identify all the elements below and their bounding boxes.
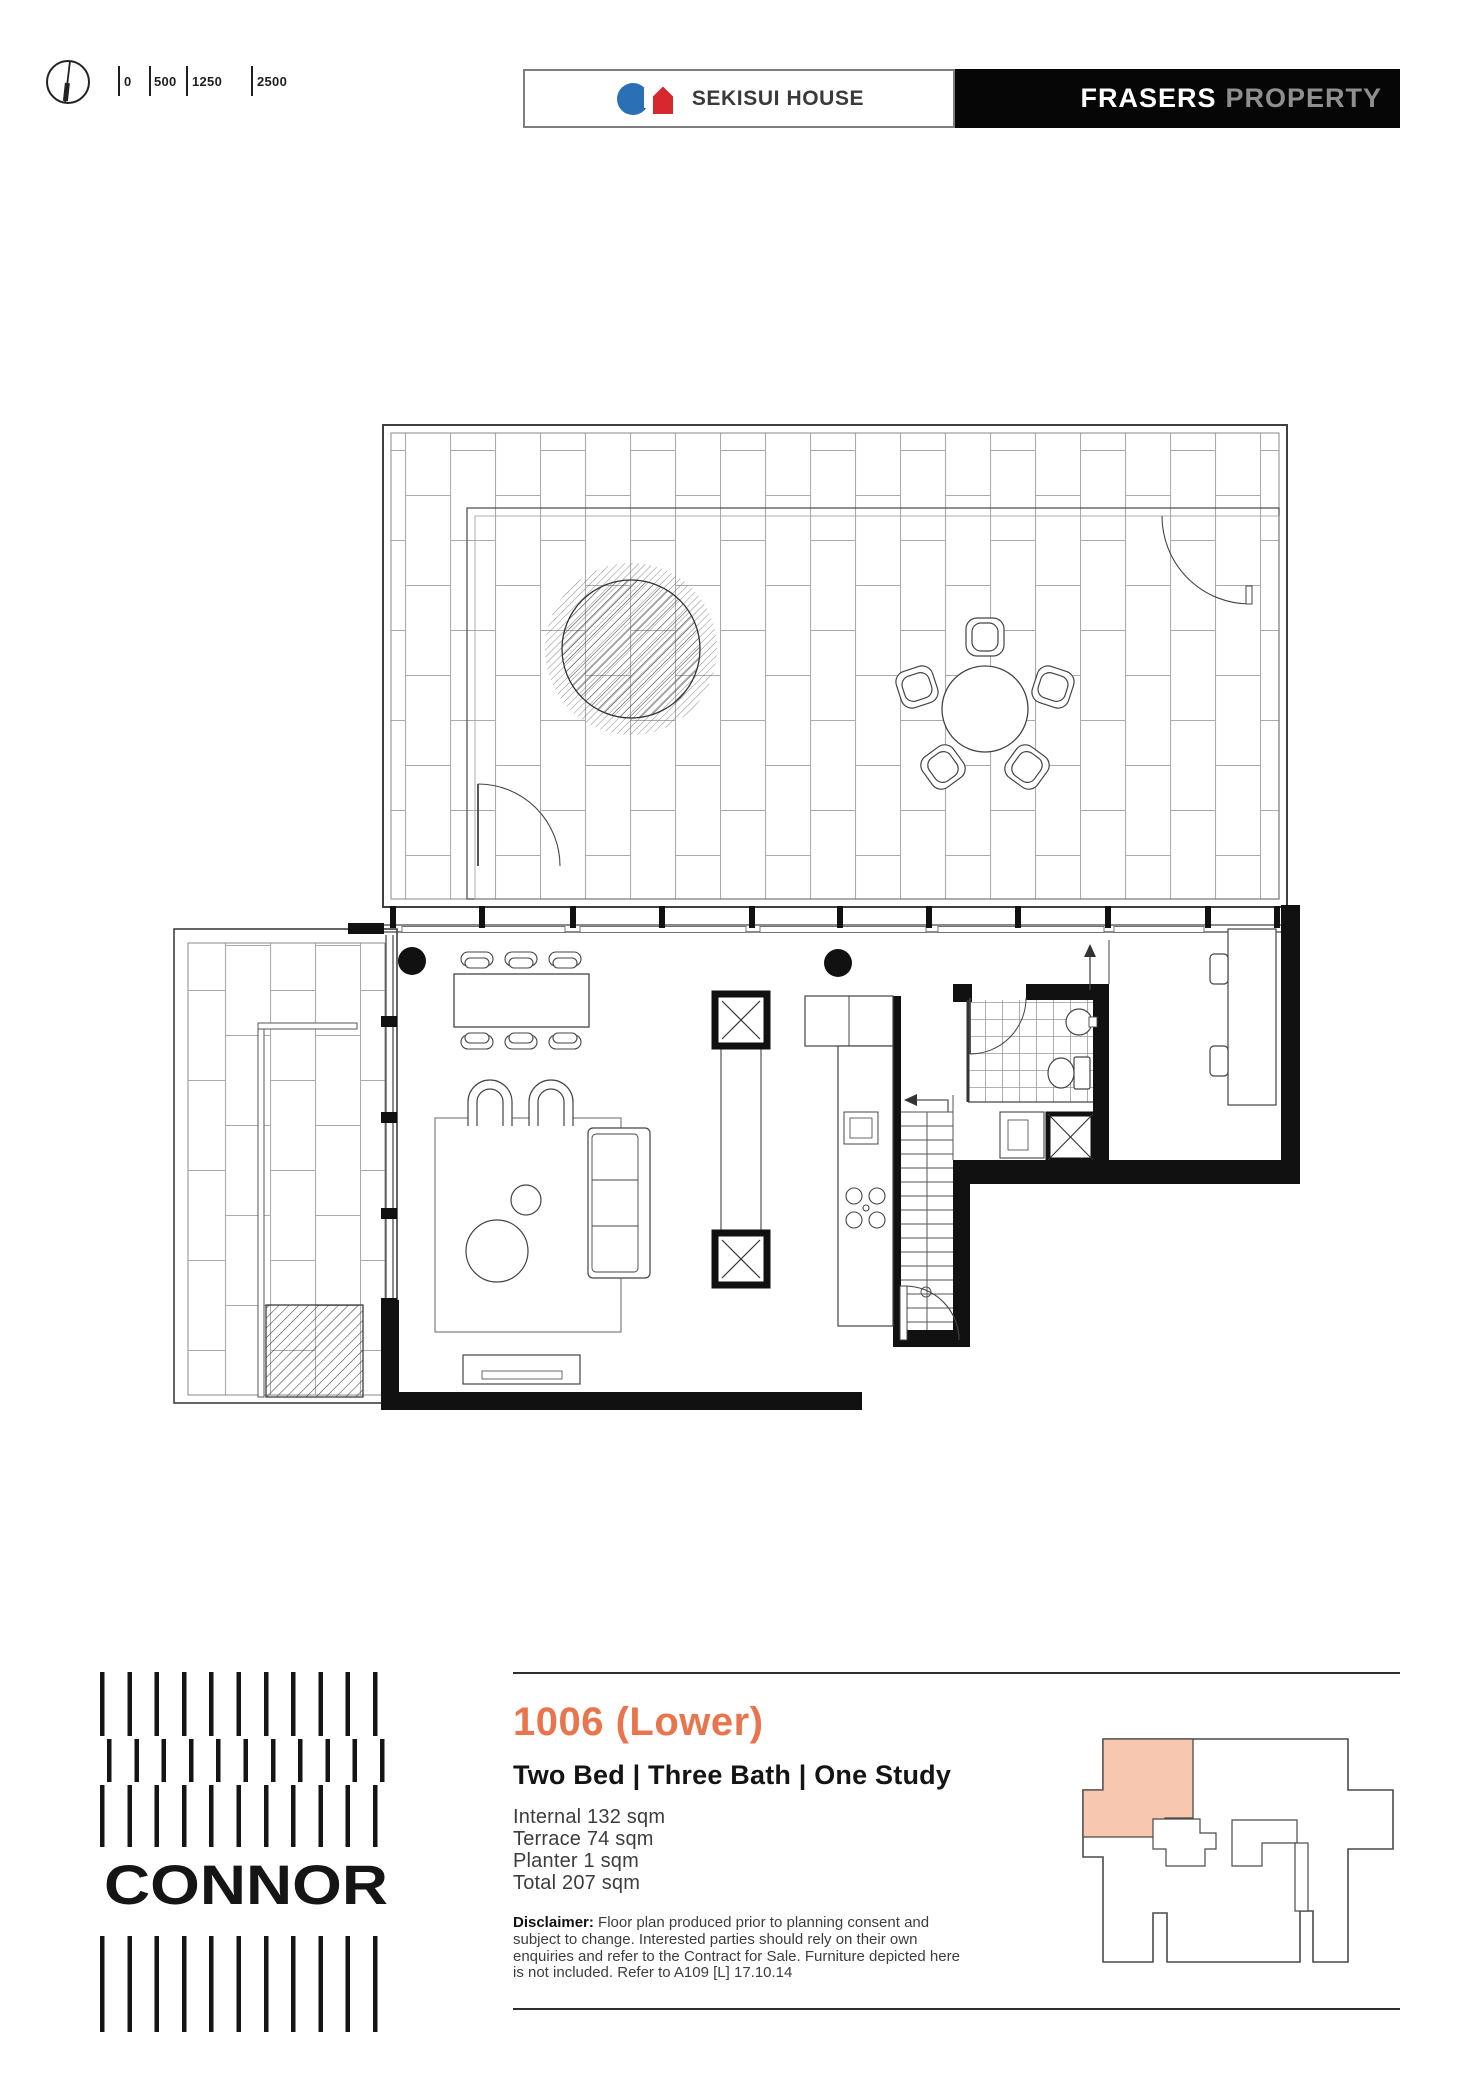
connor-dash-row	[100, 1672, 394, 1736]
disclaimer	[513, 1915, 973, 1982]
connor-logo	[100, 1672, 394, 2032]
study-chair	[1210, 1046, 1228, 1076]
sekisui-logo-text: SEKISUI HOUSE	[691, 86, 865, 110]
unit-configuration: Two Bed | Three Bath | One Study	[513, 1760, 952, 1790]
armchair	[468, 1080, 512, 1126]
scale-label: 0	[124, 74, 132, 89]
connor-dash-row	[100, 1739, 394, 1782]
structural-column	[824, 949, 852, 977]
study-desk	[1228, 929, 1276, 1105]
structural-column	[398, 947, 426, 975]
disclaimer-text: Floor plan produced prior to planning consent and subject to change. Interested parties should rely on their own enquiries and refer to the Contract for Sale. Furniture depicted here is not included. Refer to A109 [L] 17.10.14	[513, 1914, 960, 1982]
study-chair	[1210, 954, 1228, 984]
dining-table	[454, 974, 589, 1027]
side-table	[511, 1185, 541, 1215]
scale-label: 1250	[192, 74, 223, 89]
scale-label: 500	[154, 74, 177, 89]
divider-top	[513, 1672, 1400, 1674]
area-total: Total 207 sqm	[513, 1872, 641, 1894]
sofa	[588, 1128, 650, 1278]
glazing-line-south	[348, 906, 1287, 934]
bathroom	[968, 998, 1097, 1160]
disclaimer-label: Disclaimer:	[513, 1914, 594, 1931]
entry-door-leaf	[900, 1286, 907, 1340]
vanity-cabinet	[1000, 1112, 1044, 1158]
scale-label: 2500	[257, 74, 288, 89]
key-plan	[1075, 1730, 1405, 1970]
area-planter: Planter 1 sqm	[513, 1850, 639, 1872]
main-terrace	[383, 425, 1287, 907]
stairs	[901, 1094, 953, 1330]
area-internal: Internal 132 sqm	[513, 1806, 666, 1828]
connor-wordmark	[100, 1856, 394, 1912]
left-terrace	[174, 929, 397, 1403]
divider-bottom	[513, 2008, 1400, 2010]
study-nook	[1084, 929, 1276, 1105]
toilet	[1048, 1057, 1090, 1089]
elevator-shaft	[715, 994, 767, 1285]
level-arrow	[1084, 944, 1096, 990]
dining-setting	[454, 952, 589, 1049]
armchair	[529, 1080, 573, 1126]
terrace-tree	[545, 563, 717, 735]
tv-unit	[463, 1355, 580, 1384]
corridor-slot	[1295, 1843, 1308, 1911]
kitchen	[805, 996, 893, 1326]
connor-dash-row	[100, 1785, 394, 1847]
connor-dash-row	[100, 1936, 394, 2032]
area-terrace: Terrace 74 sqm	[513, 1828, 654, 1850]
planter	[266, 1305, 363, 1397]
property-word: PROPERTY	[1225, 83, 1382, 113]
living-area	[435, 1080, 650, 1384]
stair-direction-arrow	[904, 1094, 917, 1106]
duct-riser	[1048, 1114, 1093, 1160]
frasers-word: FRASERS	[1080, 83, 1217, 113]
coffee-table	[466, 1220, 528, 1282]
svg-text:CONNOR: CONNOR	[104, 1856, 388, 1912]
unit-title: 1006 (Lower)	[513, 1700, 764, 1744]
sink	[844, 1112, 878, 1144]
